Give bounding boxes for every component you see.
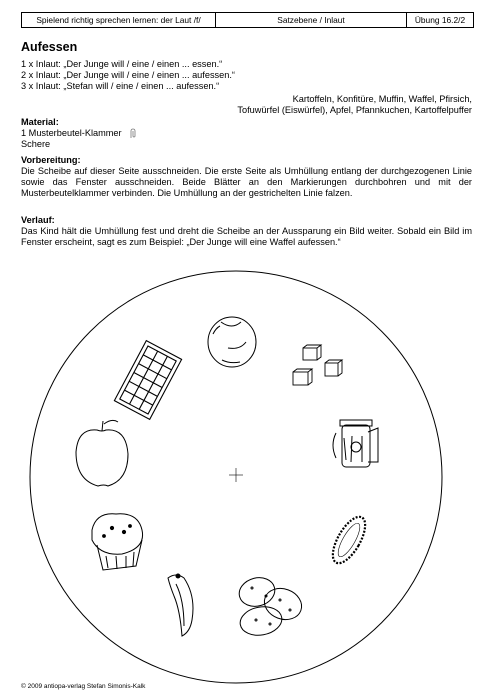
page-title: Aufessen bbox=[21, 40, 78, 54]
material-heading: Material: bbox=[21, 117, 59, 127]
jam-jar-icon bbox=[333, 420, 378, 467]
potatoes-icon bbox=[236, 574, 306, 639]
preparation-text: Die Scheibe auf dieser Seite ausschneiden. Die erste Seite als Umhüllung entlang der durchgezogenen Linie sowie das Fenster ausschneiden. Beide Blätter an den Markierungen durchbohren und mit der Musterbeutelklammer verbinden. Die Umhüllung an der gestrichelten Linie falzen. bbox=[21, 166, 472, 198]
word-line: Kartoffeln, Konfitüre, Muffin, Waffel, Pfirsich, bbox=[292, 94, 472, 104]
sentence-line: 3 x Inlaut: „Stefan will / eine / einen ... aufessen.“ bbox=[21, 81, 220, 91]
procedure-heading: Verlauf: bbox=[21, 215, 55, 225]
center-mark bbox=[229, 468, 243, 482]
tofu-cubes-icon bbox=[293, 345, 342, 385]
header-exercise-number: Übung 16.2/2 bbox=[414, 15, 466, 25]
header-level: Satzebene / Inlaut bbox=[216, 13, 407, 27]
header-series-title: Spielend richtig sprechen lernen: der Laut /f/ bbox=[22, 13, 216, 27]
material-item-label: 1 Musterbeutel-Klammer bbox=[21, 128, 122, 138]
potato-pancake-icon bbox=[326, 512, 371, 568]
banana-icon bbox=[168, 574, 193, 636]
material-item: Schere bbox=[21, 139, 51, 149]
peach-icon bbox=[208, 317, 256, 367]
procedure-text: Das Kind hält die Umhüllung fest und dreht die Scheibe an der Aussparung ein Bild weiter. Sobald ein Bild im Fenster erscheint, sagt es zum Beispiel: „Der Junge will eine Waffel aufessen.“ bbox=[21, 226, 472, 247]
copyright-footer: © 2009 antiopa-verlag Stefan Simonis-Kalk bbox=[21, 683, 146, 690]
apple-icon bbox=[76, 420, 128, 486]
preparation-heading: Vorbereitung: bbox=[21, 155, 81, 165]
muffin-icon bbox=[92, 514, 143, 570]
word-line: Tofuwürfel (Eiswürfel), Apfel, Pfannkuchen, Kartoffelpuffer bbox=[237, 105, 472, 115]
sentence-line: 2 x Inlaut: „Der Junge will / eine / einen ... aufessen.“ bbox=[21, 70, 235, 80]
waffle-icon bbox=[114, 341, 181, 420]
sentence-line: 1 x Inlaut: „Der Junge will / eine / einen ... essen.“ bbox=[21, 59, 223, 69]
